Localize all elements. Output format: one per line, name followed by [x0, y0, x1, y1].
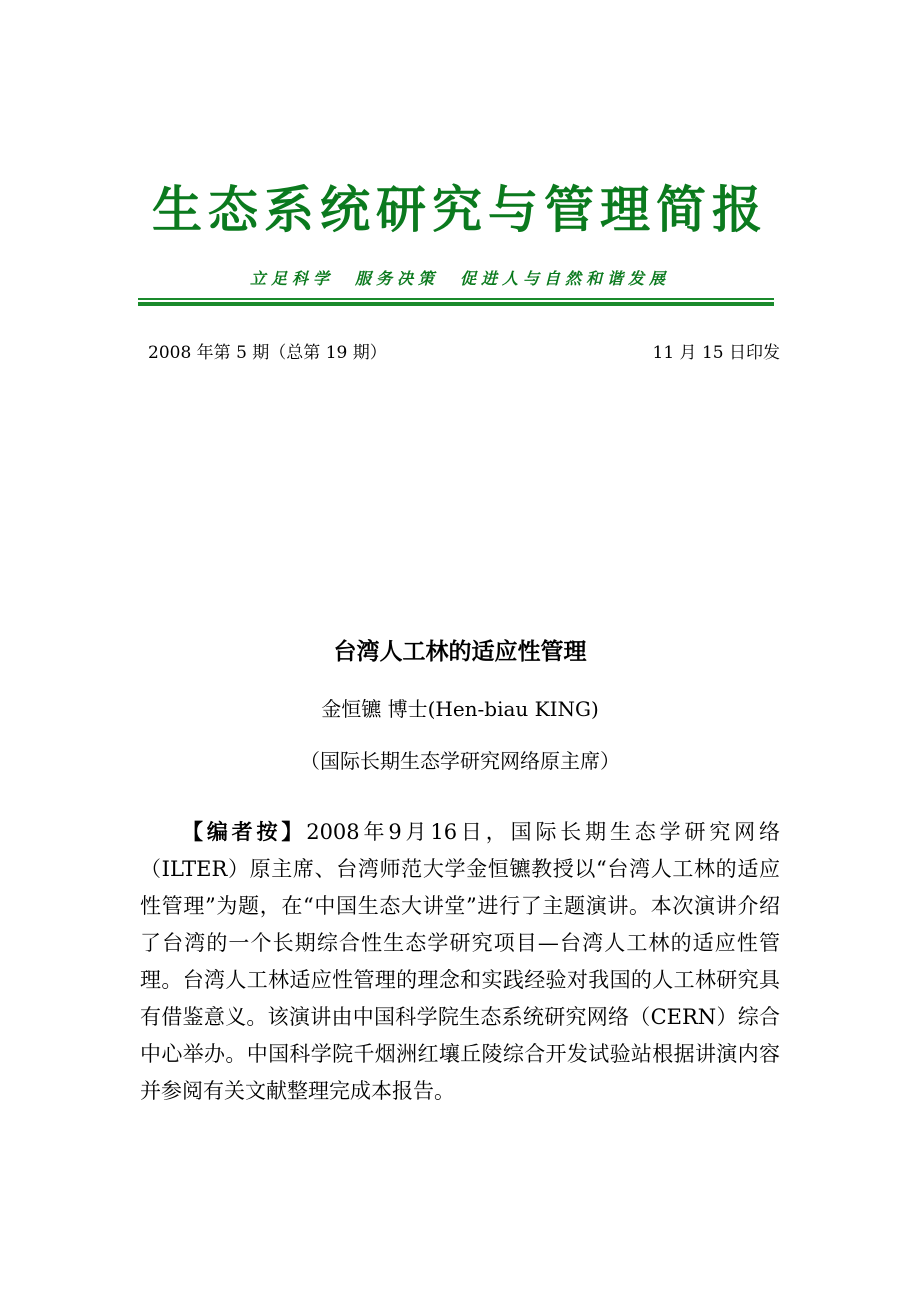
article-title: 台湾人工林的适应性管理	[333, 639, 587, 665]
editor-note-label: 【编者按】	[182, 820, 307, 844]
issue-date: 11 月 15 日印发	[652, 343, 780, 363]
masthead-slogan: 立足科学 服务决策 促进人与自然和谐发展	[249, 269, 670, 288]
author-affiliation: （国际长期生态学研究网络原主席）	[300, 749, 620, 773]
issue-number: 2008 年第 5 期（总第 19 期）	[148, 343, 387, 363]
masthead-title: 生态系统研究与管理简报	[152, 181, 768, 239]
divider-thin-line	[138, 298, 774, 300]
masthead-divider	[138, 298, 774, 308]
article-author: 金恒镳 博士(Hen-biau KING)	[321, 697, 599, 721]
divider-thick-line	[138, 302, 774, 306]
editor-note-text: 2008年9月16日，国际长期生态学研究网络（ILTER）原主席、台湾师范大学金恒镳教授以“台湾人工林的适应性管理”为题，在“中国生态大讲堂”进行了主题演讲。本次演讲介绍了台湾的一个长期综合性生态学研究项目—台湾人工林的适应性管理。台湾人工林适应性管理的理念和实践经验对我国的人工林研究具有借鉴意义。该演讲由中国科学院生态系统研究网络（CERN）综合中心举办。中国科学院千烟洲红壤丘陵综合开发试验站根据讲演内容并参阅有关文献整理完成本报告。	[140, 820, 780, 1103]
issue-line	[148, 340, 780, 366]
editor-note	[140, 814, 780, 1110]
